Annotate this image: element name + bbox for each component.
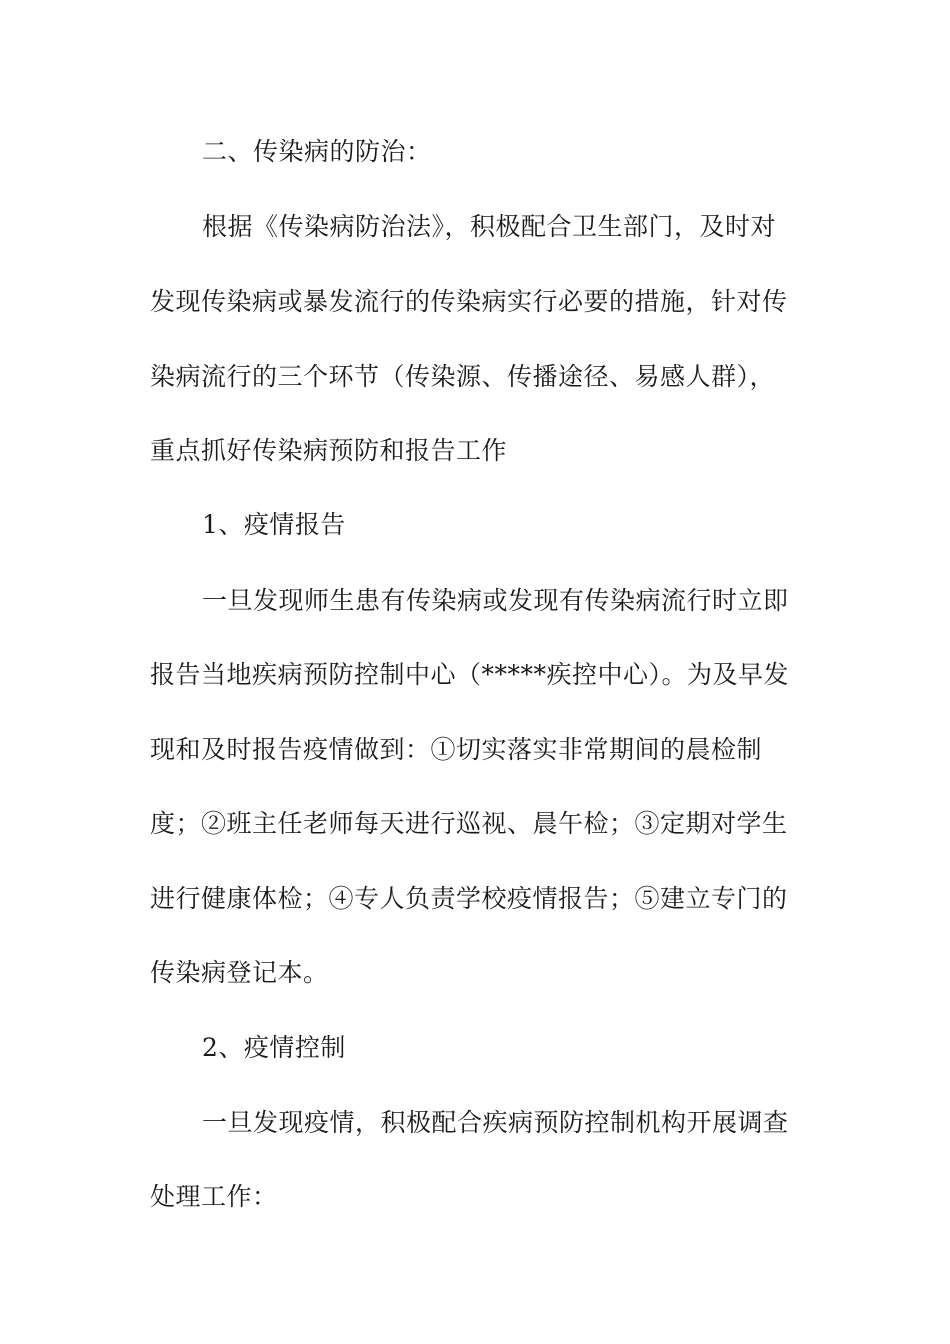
subheading: 2、疫情控制 bbox=[202, 1033, 346, 1062]
subheading: 1、疫情报告 bbox=[202, 510, 346, 539]
section-heading: 二、传染病的防治： bbox=[202, 137, 432, 166]
paragraph-line: 报告当地疾病预防控制中心（*****疾控中心）。为及早发 bbox=[150, 660, 790, 689]
paragraph-line: 一旦发现疫情，积极配合疾病预防控制机构开展调查 bbox=[202, 1108, 789, 1137]
paragraph-line: 染病流行的三个环节（传染源、传播途径、易感人群）， bbox=[150, 362, 776, 391]
paragraph-line: 发现传染病或暴发流行的传染病实行必要的措施，针对传 bbox=[150, 287, 788, 316]
paragraph-line: 度；②班主任老师每天进行巡视、晨午检；③定期对学生 bbox=[150, 809, 788, 838]
paragraph-line: 根据《传染病防治法》，积极配合卫生部门，及时对 bbox=[202, 212, 777, 241]
paragraph-line: 重点抓好传染病预防和报告工作 bbox=[150, 436, 508, 465]
paragraph-line: 现和及时报告疫情做到：①切实落实非常期间的晨检制 bbox=[150, 735, 763, 764]
paragraph-line: 进行健康体检；④专人负责学校疫情报告；⑤建立专门的 bbox=[150, 884, 788, 913]
paragraph-line: 处理工作： bbox=[150, 1182, 278, 1211]
paragraph-line: 一旦发现师生患有传染病或发现有传染病流行时立即 bbox=[202, 586, 789, 615]
paragraph-line: 传染病登记本。 bbox=[150, 958, 329, 987]
